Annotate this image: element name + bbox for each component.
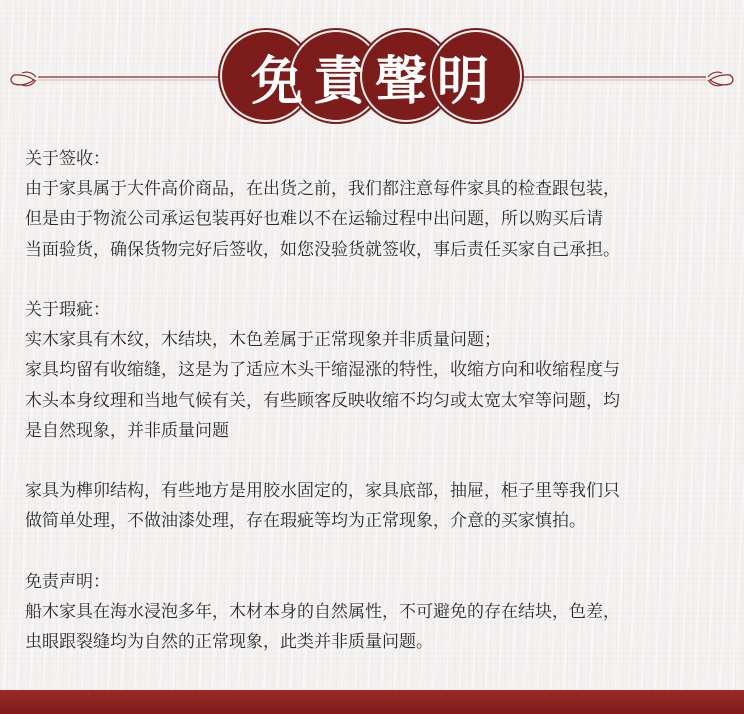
paragraph-line: 是自然现象，并非质量问题 (25, 420, 229, 441)
paragraph-line: 由于家具属于大件高价商品，在出货之前，我们都注意每件家具的检查跟包装， (25, 179, 620, 200)
paragraph-line: 家具均留有收缩缝，这是为了适应木头干缩湿涨的特性，收缩方向和收缩程度与 (25, 360, 620, 381)
section-disclaimer (25, 567, 730, 658)
section-signing (25, 144, 730, 265)
paragraph-line: 实木家具有木纹，木结块，木色差属于正常现象并非质量问题； (25, 330, 501, 351)
section-defects (25, 295, 730, 446)
disclaimer-body (25, 144, 730, 688)
paragraph-line: 木头本身纹理和当地气候有关，有些顾客反映收缩不均匀或太宽太窄等问题，均 (25, 390, 620, 411)
section-heading: 关于瑕疵： (25, 300, 110, 320)
footer-bar (0, 690, 744, 714)
section-heading: 免责声明： (25, 571, 110, 592)
header-banner (0, 0, 744, 140)
paragraph-line: 但是由于物流公司承运包装再好也难以不在运输过程中出问题，所以购买后请 (25, 209, 603, 230)
paragraph-line: 虫眼跟裂缝均为自然的正常现象，此类并非质量问题。 (25, 632, 433, 653)
paragraph-line: 家具为榫卯结构，有些地方是用胶水固定的，家具底部，抽屉，柜子里等我们只 (25, 481, 620, 502)
section-heading: 关于签收： (25, 149, 110, 169)
paragraph-line: 船木家具在海水浸泡多年，木材本身的自然属性，不可避免的存在结块，色差， (25, 602, 620, 622)
section-structure (25, 476, 730, 536)
paragraph-line: 做简单处理，不做油漆处理，存在瑕疵等均为正常现象，介意的买家慎拍。 (25, 511, 586, 532)
page-title: 免責聲明 (250, 50, 499, 112)
paragraph-line: 当面验货，确保货物完好后签收，如您没验货就签收，事后责任买家自己承担。 (25, 239, 620, 260)
